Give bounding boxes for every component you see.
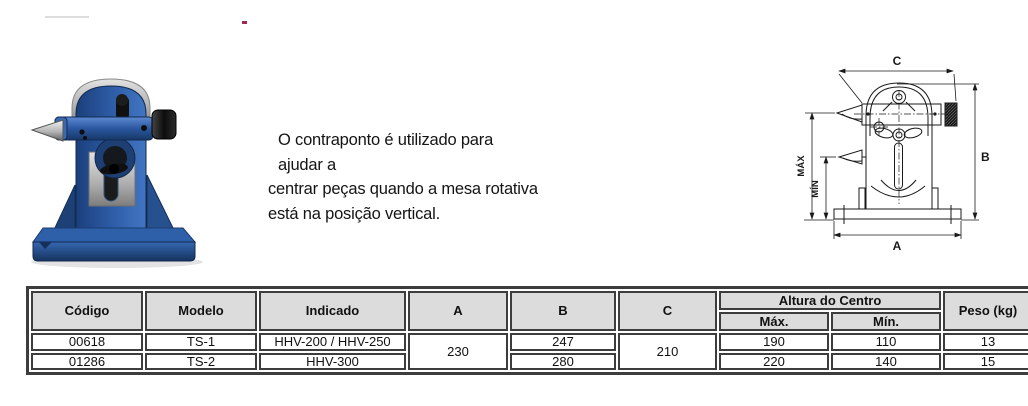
col-header-altura-centro: Altura do Centro: [719, 291, 941, 310]
tailstock-outline: [834, 83, 961, 224]
left-buttress: [53, 185, 75, 232]
col-header-modelo: Modelo: [145, 291, 257, 331]
cell-peso: 13: [943, 333, 1028, 351]
cell-modelo: TS-1: [145, 333, 257, 351]
dim-label-a: A: [892, 239, 902, 253]
barrel-screw-1: [79, 129, 84, 134]
dim-label-b: B: [981, 150, 990, 164]
col-header-codigo: Código: [31, 291, 143, 331]
cell-peso: 15: [943, 353, 1028, 371]
base-top: [33, 228, 195, 242]
col-header-max: Máx.: [719, 312, 829, 331]
dim-label-min: MÍN: [810, 180, 821, 198]
description-line: está na posição vertical.: [268, 204, 441, 223]
right-buttress: [147, 175, 175, 232]
product-photo: [25, 70, 210, 270]
cell-max: 220: [719, 353, 829, 371]
table-row: [31, 333, 1028, 351]
col-header-indicado: Indicado: [259, 291, 406, 331]
col-header-a: A: [408, 291, 508, 331]
cell-codigo: 01286: [31, 353, 143, 371]
cell-indicado: HHV-300: [259, 353, 406, 371]
dimension-drawing: [780, 40, 1028, 260]
hand-knob: [152, 110, 176, 139]
tailstock-barrel: [55, 117, 153, 140]
top-bolt-head: [116, 94, 128, 106]
cell-c-merged: 210: [618, 333, 717, 370]
dimension-lines: [804, 71, 979, 239]
table-row: [31, 353, 1028, 371]
wing-bolt-head: [109, 164, 119, 174]
description-line: centrar peças quando a mesa rotativa: [268, 180, 538, 198]
cell-min: 110: [831, 333, 941, 351]
col-header-b: B: [510, 291, 616, 331]
barrel-screw-2: [83, 136, 87, 140]
centre-point-cone: [32, 120, 63, 141]
description-line: O contraponto é utilizado para ajudar a: [278, 131, 494, 174]
col-header-min: Mín.: [831, 312, 941, 331]
header-row-1: [31, 291, 1028, 310]
dim-label-c: C: [892, 54, 902, 68]
cell-modelo: TS-2: [145, 353, 257, 371]
cell-b: 280: [510, 353, 616, 371]
scan-artifact-line: [45, 16, 89, 18]
cell-min: 140: [831, 353, 941, 371]
cell-max: 190: [719, 333, 829, 351]
col-header-peso: Peso (kg): [943, 291, 1028, 331]
red-dash-mark: [242, 21, 247, 24]
spec-table: [26, 286, 1028, 375]
centre-lines: [854, 90, 949, 204]
cell-b: 247: [510, 333, 616, 351]
cell-codigo: 00618: [31, 333, 143, 351]
barrel-screw-3: [141, 125, 147, 131]
col-header-c: C: [618, 291, 717, 331]
product-description: [268, 128, 538, 226]
base-front: [33, 242, 195, 261]
cell-a-merged: 230: [408, 333, 508, 370]
cell-indicado: HHV-200 / HHV-250: [259, 333, 406, 351]
dim-label-max: MÁX: [796, 155, 807, 177]
